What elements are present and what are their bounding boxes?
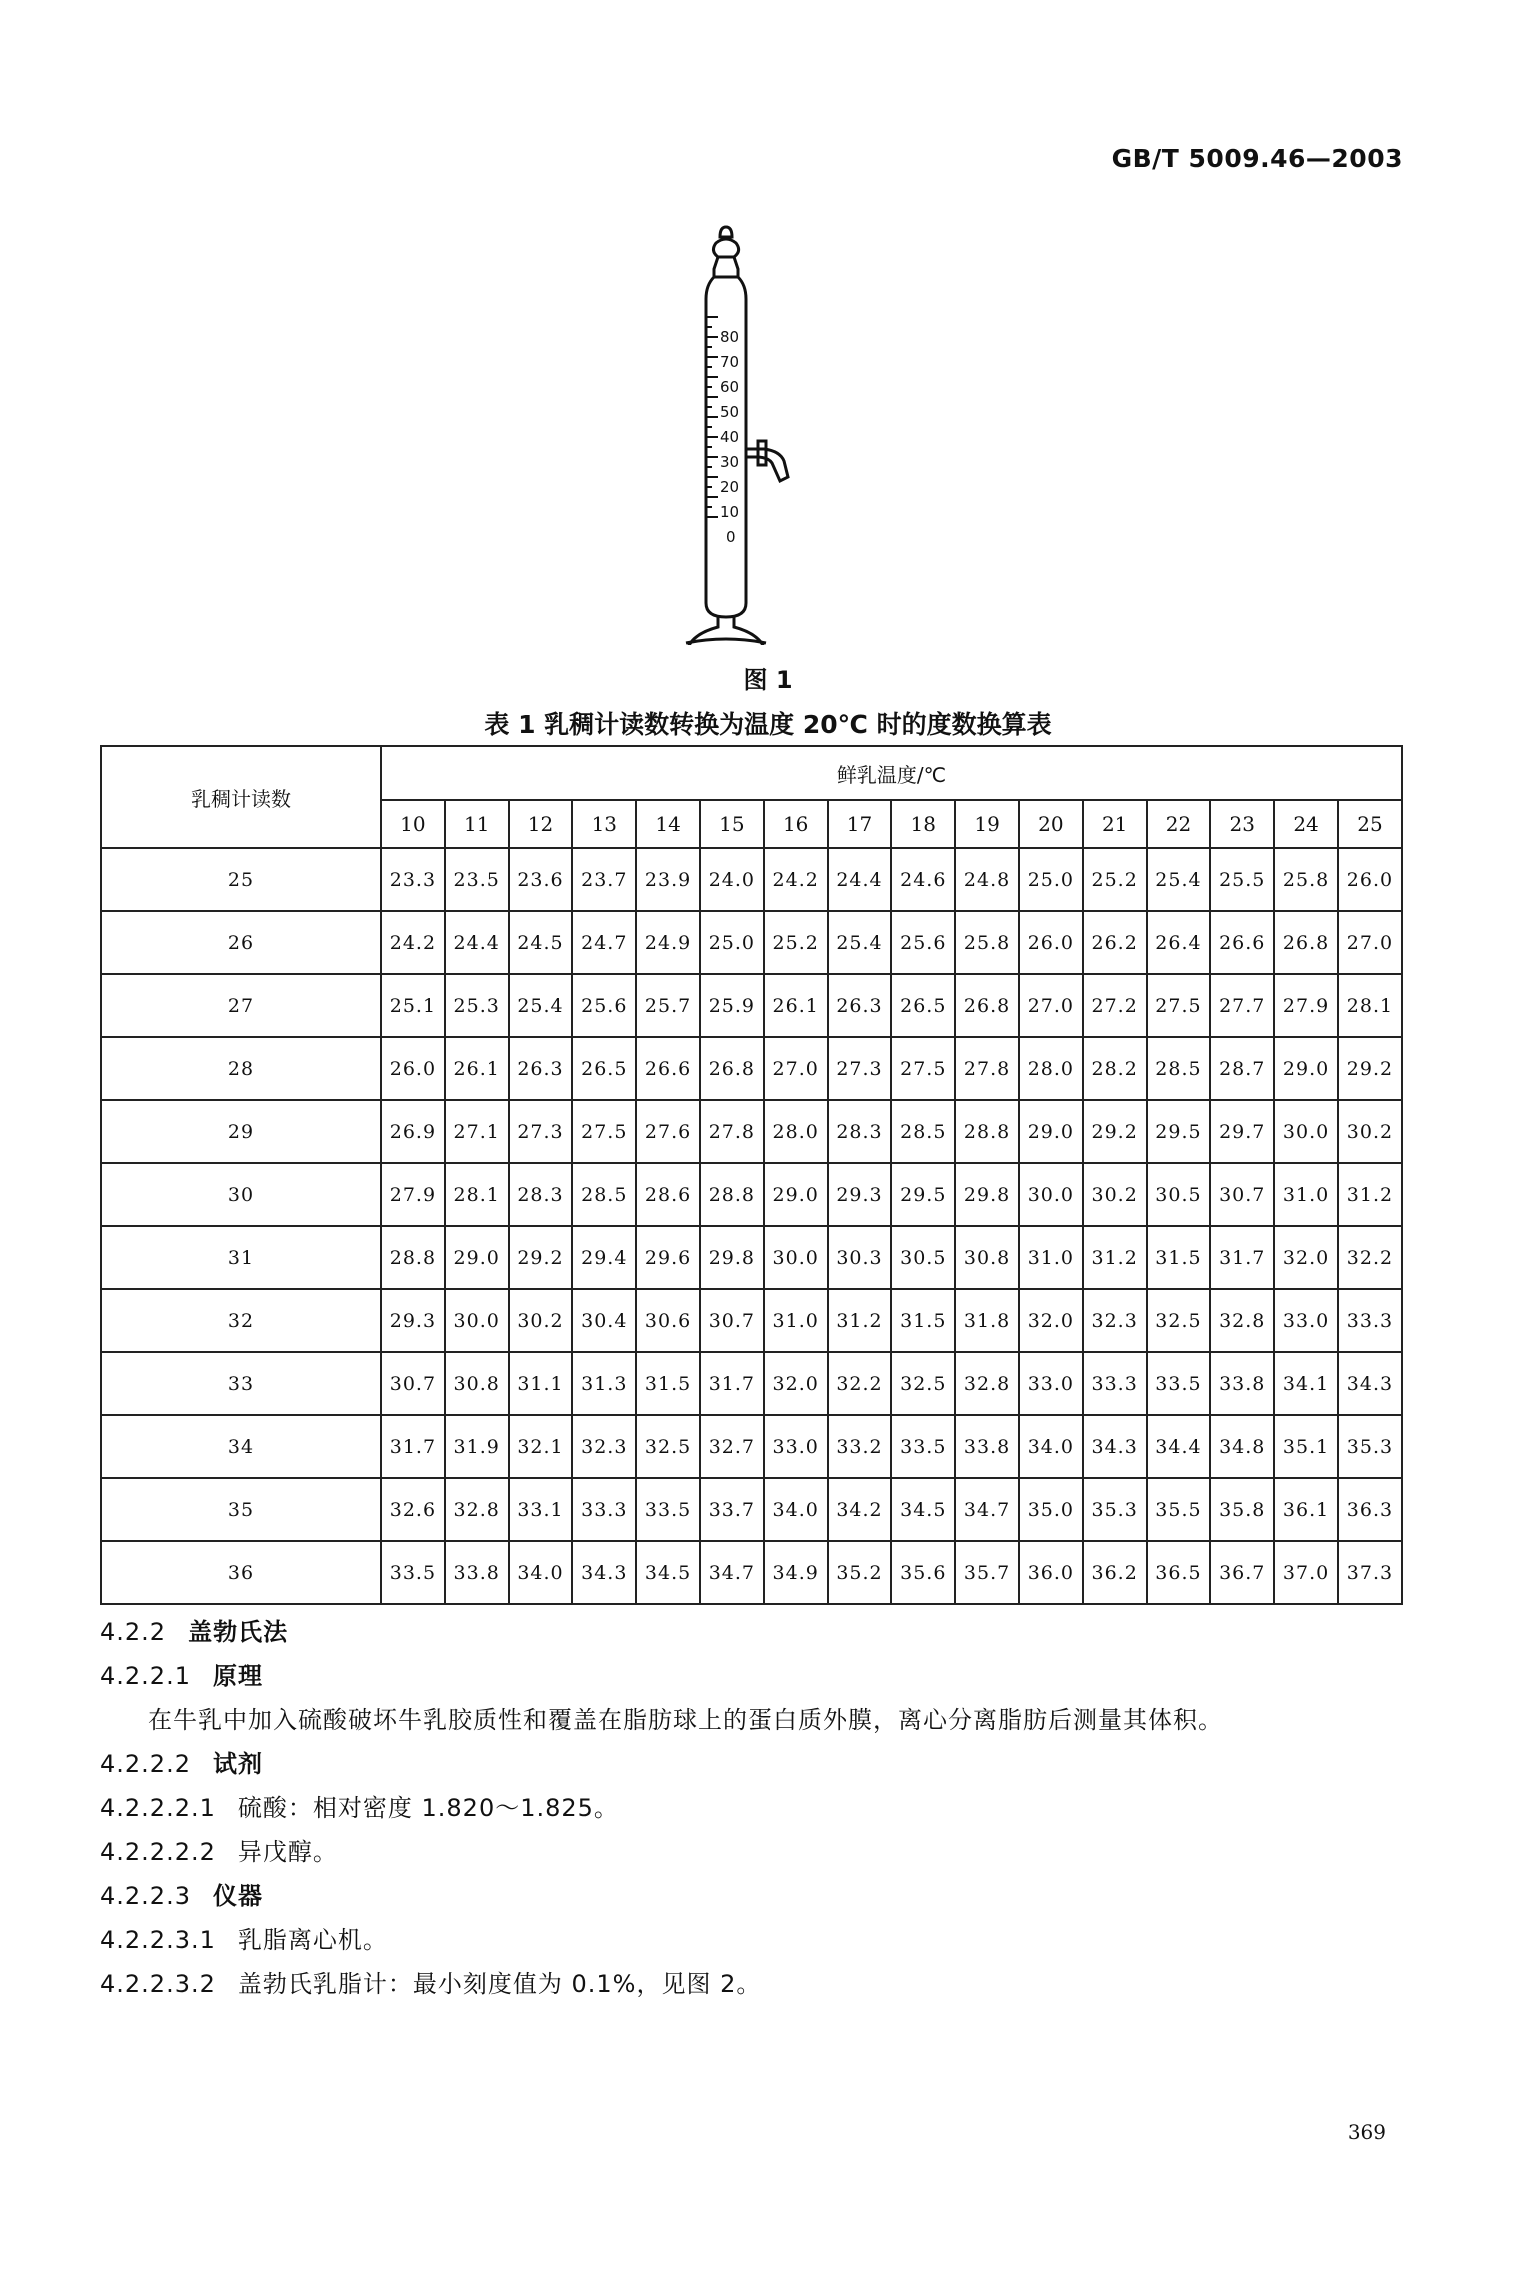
value-cell: 23.6 [509, 848, 573, 911]
value-cell: 29.2 [1083, 1100, 1147, 1163]
value-cell: 24.0 [700, 848, 764, 911]
value-cell: 34.3 [1338, 1352, 1402, 1415]
table-row [101, 1037, 1402, 1100]
standard-code: GB/T 5009.46—2003 [1111, 144, 1403, 173]
value-cell: 34.0 [764, 1478, 828, 1541]
reading-cell: 30 [101, 1163, 381, 1226]
value-cell: 30.0 [764, 1226, 828, 1289]
value-cell: 27.3 [509, 1100, 573, 1163]
value-cell: 23.9 [636, 848, 700, 911]
reading-cell: 28 [101, 1037, 381, 1100]
value-cell: 34.0 [1019, 1415, 1083, 1478]
value-cell: 34.0 [509, 1541, 573, 1604]
value-cell: 26.5 [572, 1037, 636, 1100]
value-cell: 33.3 [1338, 1289, 1402, 1352]
value-cell: 29.0 [1019, 1100, 1083, 1163]
section-number: 4.2.2 [100, 1618, 167, 1646]
temperature-header-cell: 22 [1147, 800, 1211, 848]
scale-label: 10 [720, 503, 740, 521]
value-cell: 28.2 [1083, 1037, 1147, 1100]
value-cell: 33.2 [828, 1415, 892, 1478]
table-row [101, 1100, 1402, 1163]
value-cell: 33.5 [381, 1541, 445, 1604]
value-cell: 26.8 [700, 1037, 764, 1100]
value-cell: 29.6 [636, 1226, 700, 1289]
value-cell: 30.2 [1083, 1163, 1147, 1226]
value-cell: 28.8 [381, 1226, 445, 1289]
value-cell: 30.8 [445, 1352, 509, 1415]
value-cell: 24.4 [445, 911, 509, 974]
value-cell: 33.8 [955, 1415, 1019, 1478]
temperature-header-cell: 17 [828, 800, 892, 848]
value-cell: 28.5 [1147, 1037, 1211, 1100]
reading-cell: 36 [101, 1541, 381, 1604]
value-cell: 32.1 [509, 1415, 573, 1478]
section-line [100, 1610, 1436, 1654]
value-cell: 34.5 [636, 1541, 700, 1604]
value-cell: 34.4 [1147, 1415, 1211, 1478]
section-text: 盖勃氏法 [188, 1618, 289, 1646]
value-cell: 28.8 [700, 1163, 764, 1226]
value-cell: 33.8 [445, 1541, 509, 1604]
section-number: 4.2.2.2.2 [100, 1838, 216, 1866]
temperature-header-cell: 15 [700, 800, 764, 848]
value-cell: 30.4 [572, 1289, 636, 1352]
value-cell: 33.3 [572, 1478, 636, 1541]
value-cell: 30.2 [1338, 1100, 1402, 1163]
value-cell: 31.2 [1083, 1226, 1147, 1289]
value-cell: 32.3 [1083, 1289, 1147, 1352]
value-cell: 25.2 [1083, 848, 1147, 911]
table-caption: 表 1 乳稠计读数转换为温度 20℃ 时的度数换算表 [484, 710, 1052, 739]
value-cell: 30.6 [636, 1289, 700, 1352]
value-cell: 23.3 [381, 848, 445, 911]
value-cell: 36.7 [1210, 1541, 1274, 1604]
section-line [100, 1742, 1436, 1786]
table-row [101, 1163, 1402, 1226]
value-cell: 24.4 [828, 848, 892, 911]
value-cell: 29.4 [572, 1226, 636, 1289]
value-cell: 35.0 [1019, 1478, 1083, 1541]
reading-cell: 26 [101, 911, 381, 974]
value-cell: 31.0 [1274, 1163, 1338, 1226]
value-cell: 29.2 [509, 1226, 573, 1289]
value-cell: 26.4 [1147, 911, 1211, 974]
value-cell: 28.3 [828, 1100, 892, 1163]
value-cell: 33.8 [1210, 1352, 1274, 1415]
value-cell: 26.0 [381, 1037, 445, 1100]
value-cell: 29.8 [700, 1226, 764, 1289]
value-cell: 33.0 [764, 1415, 828, 1478]
value-cell: 26.1 [445, 1037, 509, 1100]
section-text: 硫酸：相对密度 1.820～1.825。 [237, 1794, 619, 1822]
value-cell: 28.3 [509, 1163, 573, 1226]
temperature-header-cell: 11 [445, 800, 509, 848]
value-cell: 28.6 [636, 1163, 700, 1226]
value-cell: 33.5 [891, 1415, 955, 1478]
value-cell: 25.4 [1147, 848, 1211, 911]
value-cell: 25.7 [636, 974, 700, 1037]
scale-label: 30 [720, 453, 740, 471]
reading-cell: 31 [101, 1226, 381, 1289]
section-text: 在牛乳中加入硫酸破坏牛乳胶质性和覆盖在脂肪球上的蛋白质外膜，离心分离脂肪后测量其体积。 [148, 1706, 1223, 1734]
table-row [101, 1415, 1402, 1478]
value-cell: 28.7 [1210, 1037, 1274, 1100]
section-line [100, 1786, 1436, 1830]
table-row [101, 848, 1402, 911]
value-cell: 33.0 [1019, 1352, 1083, 1415]
temperature-header-cell: 24 [1274, 800, 1338, 848]
section-number: 4.2.2.3 [100, 1882, 191, 1910]
value-cell: 26.5 [891, 974, 955, 1037]
value-cell: 25.5 [1210, 848, 1274, 911]
value-cell: 28.5 [572, 1163, 636, 1226]
value-cell: 35.6 [891, 1541, 955, 1604]
value-cell: 27.7 [1210, 974, 1274, 1037]
temperature-header-cell: 10 [381, 800, 445, 848]
value-cell: 26.8 [955, 974, 1019, 1037]
scale-label: 70 [720, 353, 740, 371]
value-cell: 26.0 [1019, 911, 1083, 974]
value-cell: 26.9 [381, 1100, 445, 1163]
value-cell: 25.9 [700, 974, 764, 1037]
section-text: 异戊醇。 [237, 1838, 338, 1866]
value-cell: 35.3 [1338, 1415, 1402, 1478]
value-cell: 27.5 [891, 1037, 955, 1100]
temperature-header-cell: 25 [1338, 800, 1402, 848]
value-cell: 27.3 [828, 1037, 892, 1100]
section-line [100, 1874, 1436, 1918]
value-cell: 32.7 [700, 1415, 764, 1478]
section-number: 4.2.2.3.2 [100, 1970, 216, 1998]
table-row [101, 1289, 1402, 1352]
temperature-header-cell: 19 [955, 800, 1019, 848]
value-cell: 32.2 [1338, 1226, 1402, 1289]
value-cell: 31.5 [891, 1289, 955, 1352]
section-number: 4.2.2.3.1 [100, 1926, 216, 1954]
value-cell: 30.0 [1274, 1100, 1338, 1163]
scale-label: 50 [720, 403, 740, 421]
value-cell: 23.7 [572, 848, 636, 911]
table-row [101, 1478, 1402, 1541]
value-cell: 33.5 [1147, 1352, 1211, 1415]
temperature-header-cell: 12 [509, 800, 573, 848]
value-cell: 31.8 [955, 1289, 1019, 1352]
value-cell: 35.7 [955, 1541, 1019, 1604]
value-cell: 29.0 [1274, 1037, 1338, 1100]
value-cell: 27.2 [1083, 974, 1147, 1037]
value-cell: 32.8 [955, 1352, 1019, 1415]
value-cell: 32.0 [764, 1352, 828, 1415]
value-cell: 30.3 [828, 1226, 892, 1289]
section-text: 盖勃氏乳脂计：最小刻度值为 0.1%，见图 2。 [237, 1970, 762, 1998]
value-cell: 37.3 [1338, 1541, 1402, 1604]
temperature-header-cell: 14 [636, 800, 700, 848]
reading-cell: 33 [101, 1352, 381, 1415]
value-cell: 30.7 [700, 1289, 764, 1352]
value-cell: 27.9 [1274, 974, 1338, 1037]
value-cell: 35.8 [1210, 1478, 1274, 1541]
value-cell: 26.6 [636, 1037, 700, 1100]
value-cell: 34.7 [955, 1478, 1019, 1541]
section-number: 4.2.2.2 [100, 1750, 191, 1778]
reading-cell: 35 [101, 1478, 381, 1541]
value-cell: 35.2 [828, 1541, 892, 1604]
value-cell: 34.1 [1274, 1352, 1338, 1415]
value-cell: 33.0 [1274, 1289, 1338, 1352]
value-cell: 33.7 [700, 1478, 764, 1541]
section-text: 原理 [212, 1662, 263, 1690]
value-cell: 29.5 [891, 1163, 955, 1226]
value-cell: 29.3 [381, 1289, 445, 1352]
table-row [101, 911, 1402, 974]
section-line [100, 1830, 1436, 1874]
value-cell: 34.9 [764, 1541, 828, 1604]
value-cell: 26.1 [764, 974, 828, 1037]
row-header: 乳稠计读数 [101, 746, 381, 848]
value-cell: 36.2 [1083, 1541, 1147, 1604]
value-cell: 31.0 [764, 1289, 828, 1352]
value-cell: 29.7 [1210, 1100, 1274, 1163]
value-cell: 27.1 [445, 1100, 509, 1163]
section-text: 仪器 [212, 1882, 263, 1910]
value-cell: 24.9 [636, 911, 700, 974]
value-cell: 24.6 [891, 848, 955, 911]
value-cell: 28.5 [891, 1100, 955, 1163]
value-cell: 33.1 [509, 1478, 573, 1541]
value-cell: 34.7 [700, 1541, 764, 1604]
value-cell: 25.3 [445, 974, 509, 1037]
value-cell: 29.5 [1147, 1100, 1211, 1163]
value-cell: 30.2 [509, 1289, 573, 1352]
value-cell: 34.3 [572, 1541, 636, 1604]
value-cell: 25.6 [891, 911, 955, 974]
reading-cell: 29 [101, 1100, 381, 1163]
value-cell: 25.4 [828, 911, 892, 974]
value-cell: 27.5 [1147, 974, 1211, 1037]
temperature-header-cell: 13 [572, 800, 636, 848]
section-text: 乳脂离心机。 [237, 1926, 388, 1954]
value-cell: 31.0 [1019, 1226, 1083, 1289]
scale-label: 0 [726, 528, 736, 546]
value-cell: 28.1 [1338, 974, 1402, 1037]
value-cell: 25.2 [764, 911, 828, 974]
value-cell: 27.5 [572, 1100, 636, 1163]
table-row [101, 1541, 1402, 1604]
value-cell: 25.8 [1274, 848, 1338, 911]
value-cell: 25.1 [381, 974, 445, 1037]
value-cell: 32.8 [1210, 1289, 1274, 1352]
temperature-header-cell: 16 [764, 800, 828, 848]
reading-cell: 27 [101, 974, 381, 1037]
value-cell: 36.3 [1338, 1478, 1402, 1541]
scale-label: 80 [720, 328, 740, 346]
value-cell: 31.7 [381, 1415, 445, 1478]
value-cell: 31.5 [636, 1352, 700, 1415]
figure-caption: 图 1 [743, 666, 793, 694]
value-cell: 34.8 [1210, 1415, 1274, 1478]
value-cell: 29.3 [828, 1163, 892, 1226]
value-cell: 31.7 [700, 1352, 764, 1415]
section-line [100, 1962, 1436, 2006]
value-cell: 34.2 [828, 1478, 892, 1541]
value-cell: 30.0 [445, 1289, 509, 1352]
value-cell: 32.2 [828, 1352, 892, 1415]
scale-label: 40 [720, 428, 740, 446]
value-cell: 24.7 [572, 911, 636, 974]
value-cell: 31.1 [509, 1352, 573, 1415]
page-number: 369 [1347, 2120, 1386, 2144]
value-cell: 30.5 [1147, 1163, 1211, 1226]
temperature-header-cell: 20 [1019, 800, 1083, 848]
value-cell: 26.0 [1338, 848, 1402, 911]
value-cell: 35.3 [1083, 1478, 1147, 1541]
section-line [100, 1918, 1436, 1962]
value-cell: 32.5 [1147, 1289, 1211, 1352]
value-cell: 29.8 [955, 1163, 1019, 1226]
value-cell: 27.8 [700, 1100, 764, 1163]
value-cell: 24.8 [955, 848, 1019, 911]
reading-cell: 32 [101, 1289, 381, 1352]
value-cell: 28.0 [764, 1100, 828, 1163]
value-cell: 32.5 [891, 1352, 955, 1415]
lactometer-figure [660, 225, 840, 645]
value-cell: 30.7 [381, 1352, 445, 1415]
value-cell: 33.3 [1083, 1352, 1147, 1415]
value-cell: 32.0 [1274, 1226, 1338, 1289]
section-number: 4.2.2.1 [100, 1662, 191, 1690]
value-cell: 25.8 [955, 911, 1019, 974]
value-cell: 27.0 [1338, 911, 1402, 974]
value-cell: 27.8 [955, 1037, 1019, 1100]
value-cell: 36.5 [1147, 1541, 1211, 1604]
conversion-table [100, 745, 1403, 1605]
value-cell: 34.5 [891, 1478, 955, 1541]
value-cell: 26.3 [509, 1037, 573, 1100]
value-cell: 35.1 [1274, 1415, 1338, 1478]
value-cell: 32.5 [636, 1415, 700, 1478]
value-cell: 29.2 [1338, 1037, 1402, 1100]
value-cell: 36.0 [1019, 1541, 1083, 1604]
value-cell: 30.0 [1019, 1163, 1083, 1226]
value-cell: 32.8 [445, 1478, 509, 1541]
value-cell: 30.5 [891, 1226, 955, 1289]
value-cell: 27.9 [381, 1163, 445, 1226]
value-cell: 31.9 [445, 1415, 509, 1478]
value-cell: 23.5 [445, 848, 509, 911]
value-cell: 24.2 [381, 911, 445, 974]
value-cell: 31.7 [1210, 1226, 1274, 1289]
section-number: 4.2.2.2.1 [100, 1794, 216, 1822]
temperature-header-cell: 18 [891, 800, 955, 848]
section-text: 试剂 [212, 1750, 263, 1778]
temperature-group-header: 鲜乳温度/℃ [381, 746, 1402, 800]
reading-cell: 25 [101, 848, 381, 911]
value-cell: 26.6 [1210, 911, 1274, 974]
table-row [101, 1226, 1402, 1289]
value-cell: 25.6 [572, 974, 636, 1037]
value-cell: 30.7 [1210, 1163, 1274, 1226]
value-cell: 32.0 [1019, 1289, 1083, 1352]
value-cell: 31.3 [572, 1352, 636, 1415]
value-cell: 31.2 [828, 1289, 892, 1352]
value-cell: 33.5 [636, 1478, 700, 1541]
value-cell: 26.8 [1274, 911, 1338, 974]
value-cell: 37.0 [1274, 1541, 1338, 1604]
value-cell: 27.0 [764, 1037, 828, 1100]
value-cell: 25.0 [700, 911, 764, 974]
table-row [101, 1352, 1402, 1415]
value-cell: 34.3 [1083, 1415, 1147, 1478]
value-cell: 27.0 [1019, 974, 1083, 1037]
value-cell: 36.1 [1274, 1478, 1338, 1541]
table-row [101, 974, 1402, 1037]
value-cell: 26.2 [1083, 911, 1147, 974]
value-cell: 27.6 [636, 1100, 700, 1163]
section-text [100, 1610, 1436, 2006]
value-cell: 24.2 [764, 848, 828, 911]
value-cell: 29.0 [445, 1226, 509, 1289]
scale-label: 20 [720, 478, 740, 496]
section-line [100, 1698, 1436, 1742]
value-cell: 25.4 [509, 974, 573, 1037]
value-cell: 26.3 [828, 974, 892, 1037]
value-cell: 31.2 [1338, 1163, 1402, 1226]
value-cell: 25.0 [1019, 848, 1083, 911]
value-cell: 32.3 [572, 1415, 636, 1478]
section-line [100, 1654, 1436, 1698]
value-cell: 28.1 [445, 1163, 509, 1226]
value-cell: 35.5 [1147, 1478, 1211, 1541]
value-cell: 29.0 [764, 1163, 828, 1226]
scale-label: 60 [720, 378, 740, 396]
value-cell: 32.6 [381, 1478, 445, 1541]
reading-cell: 34 [101, 1415, 381, 1478]
value-cell: 28.0 [1019, 1037, 1083, 1100]
value-cell: 31.5 [1147, 1226, 1211, 1289]
temperature-header-cell: 23 [1210, 800, 1274, 848]
value-cell: 28.8 [955, 1100, 1019, 1163]
value-cell: 24.5 [509, 911, 573, 974]
value-cell: 30.8 [955, 1226, 1019, 1289]
temperature-header-cell: 21 [1083, 800, 1147, 848]
